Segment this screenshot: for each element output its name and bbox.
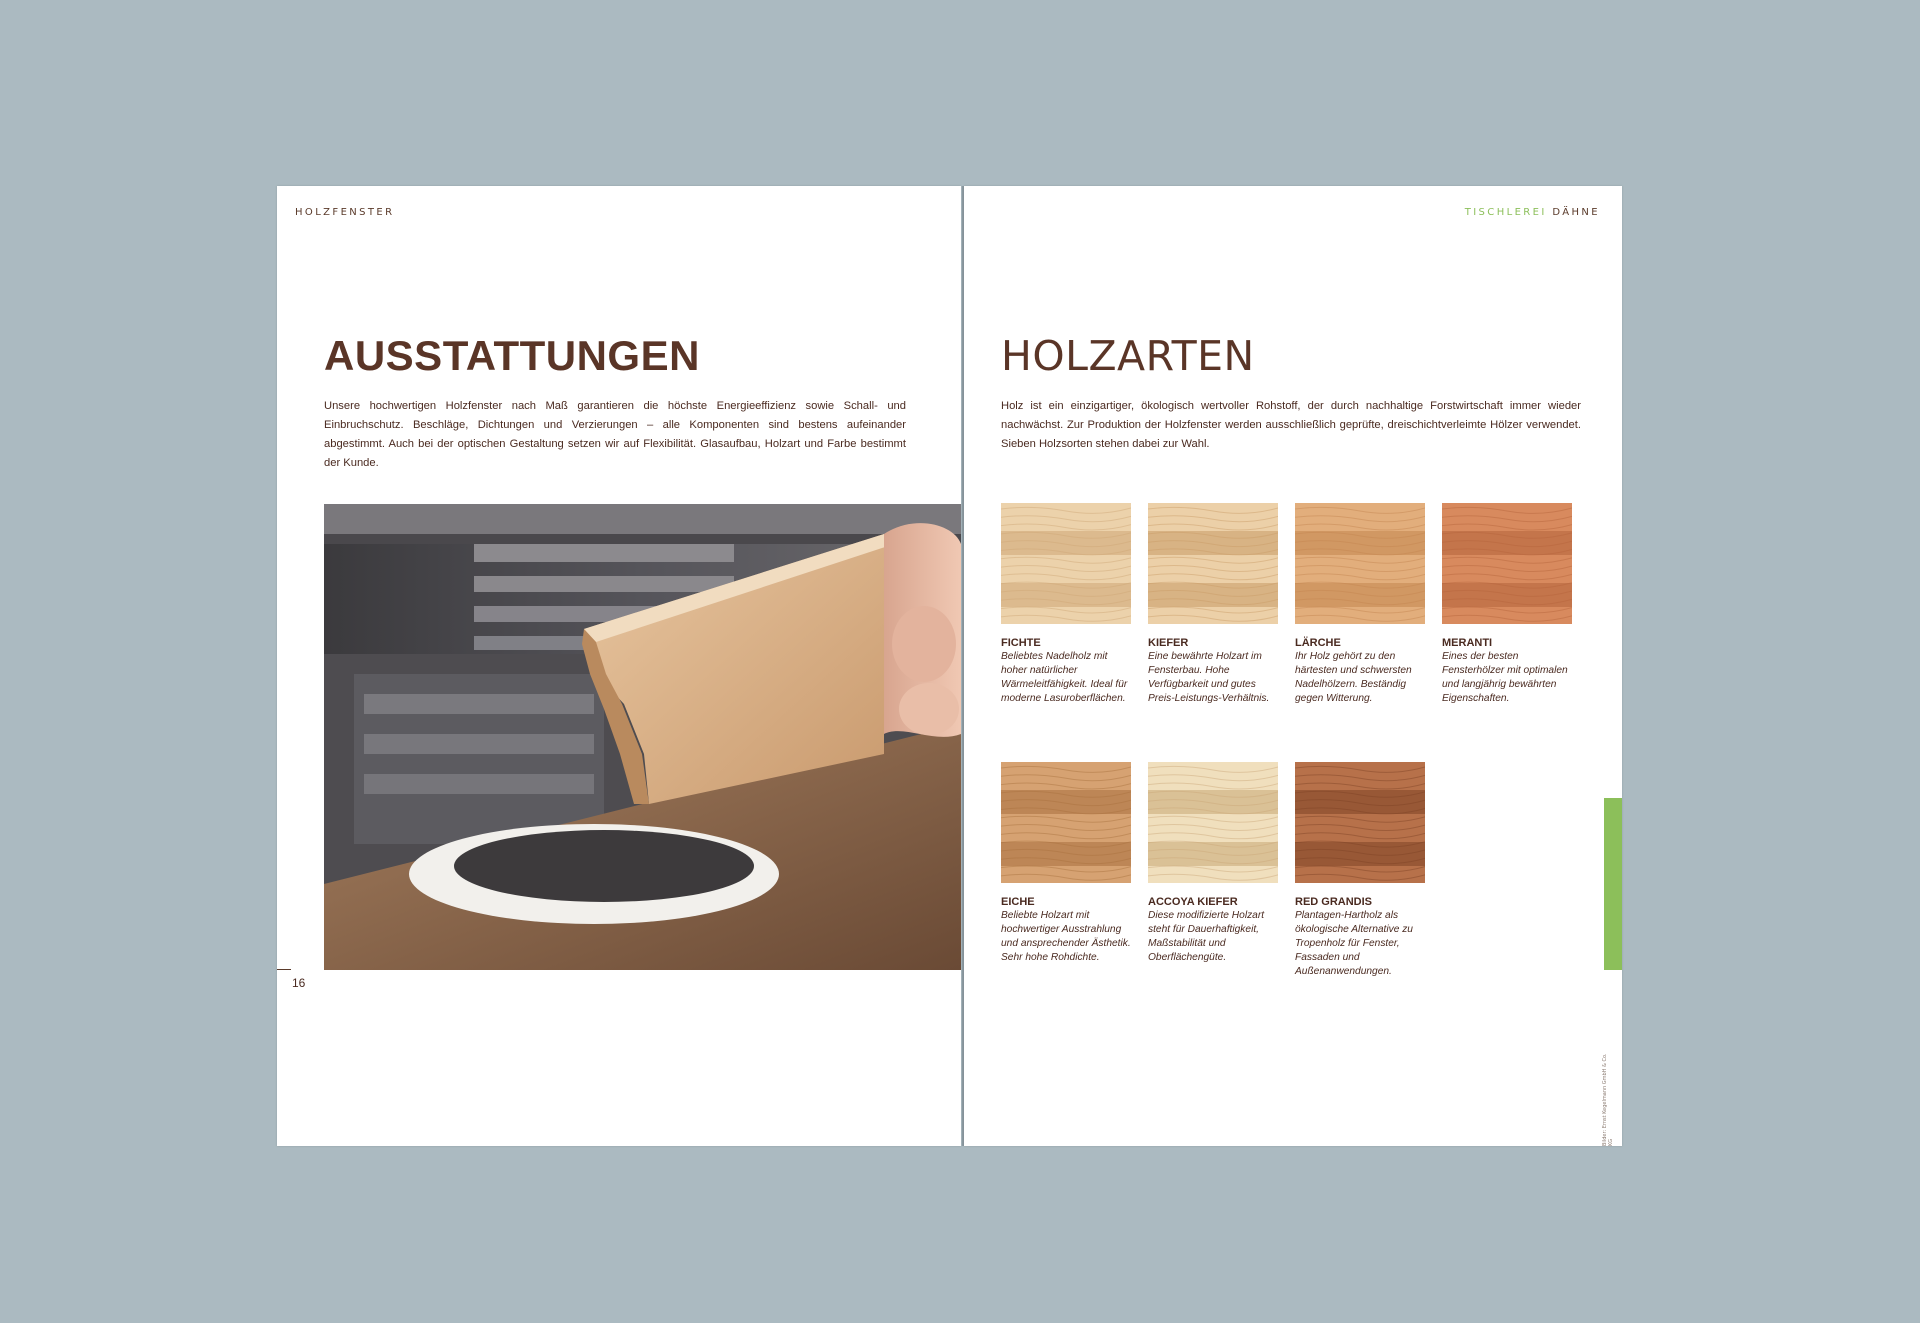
kiefer-swatch <box>1148 503 1278 624</box>
fichte-swatch <box>1001 503 1131 624</box>
photo-credit: Bilder: Ernst Kegelmann GmbH & Co. KG <box>1602 1053 1614 1146</box>
page-heading-ausstattungen: AUSSTATTUNGEN <box>324 332 700 379</box>
wood-description: Ihr Holz gehört zu den härtesten und schwersten Nadelhölzern. Beständig gegen Witterung. <box>1295 651 1412 704</box>
folio-tick <box>277 969 291 970</box>
wood-description: Beliebtes Nadelholz mit hoher natürlicher Wärmeleitfähigkeit. Ideal für moderne Lasuroberflächen. <box>1001 651 1128 704</box>
eiche-swatch <box>1001 762 1131 883</box>
wood-name: MERANTI <box>1442 637 1493 649</box>
wood-item-laerche <box>1295 503 1425 706</box>
laerche-swatch <box>1295 503 1425 624</box>
wood-item-eiche <box>1001 762 1131 965</box>
section-tab <box>1604 798 1622 970</box>
running-title-company: TISCHLEREI <box>1464 207 1547 218</box>
wood-item-fichte <box>1001 503 1131 706</box>
red-grandis-swatch <box>1295 762 1425 883</box>
running-title-left: HOLZFENSTER <box>295 207 395 218</box>
wood-name: RED GRANDIS <box>1295 896 1373 908</box>
wood-name: KIEFER <box>1148 637 1189 649</box>
wood-description: Diese modifizierte Holzart steht für Dauerhaftigkeit, Maßstabilität und Oberflächengüte. <box>1148 910 1265 963</box>
wood-description: Eines der besten Fensterhölzer mit optimalen und langjährig bewährten Eigenschaften. <box>1442 651 1568 704</box>
right-page <box>964 186 1622 1146</box>
wood-item-red-grandis <box>1295 762 1425 979</box>
running-title-owner: DÄHNE <box>1552 207 1600 218</box>
page-heading-holzarten: HOLZARTEN <box>1001 332 1255 380</box>
wood-name: EICHE <box>1001 896 1035 908</box>
wood-item-kiefer <box>1148 503 1278 706</box>
wood-name: FICHTE <box>1001 637 1041 649</box>
wood-name: ACCOYA KIEFER <box>1148 896 1238 908</box>
wood-description: Beliebte Holzart mit hochwertiger Ausstrahlung und ansprechender Ästhetik. Sehr hohe Rohdichte. <box>1001 910 1131 963</box>
intro-text-right: Holz ist ein einzigartiger, ökologisch wertvoller Rohstoff, der durch nachhaltige Forstwirtschaft immer wieder nachwächst. Zur Produktion der Holzfenster werden ausschließlich geprüfte, dreischichtverleimte Hölzer verwendet. Sieben Holzsorten stehen dabei zur Wahl. <box>1001 400 1581 450</box>
left-page <box>277 186 961 1146</box>
wood-description: Eine bewährte Holzart im Fensterbau. Hohe Verfügbarkeit und gutes Preis-Leistungs-Verhältnis. <box>1148 651 1270 704</box>
wood-item-accoya-kiefer <box>1148 762 1278 965</box>
intro-text-left: Unsere hochwertigen Holzfenster nach Maß garantieren die höchste Energieeffizienz sowie Schall- und Einbruchschutz. Beschläge, Dichtungen und Verzierungen – alle Komponenten sind bestens aufeinander abgestimmt. Auch bei der optischen Gestaltung setzen wir auf Flexibilität. Glasaufbau, Holzart und Farbe bestimmt der Kunde. <box>324 400 906 469</box>
page-number: 16 <box>292 976 306 990</box>
meranti-swatch <box>1442 503 1572 624</box>
wood-item-meranti <box>1442 503 1572 706</box>
accoya-kiefer-swatch <box>1148 762 1278 883</box>
milling-photo <box>324 504 961 970</box>
wood-description: Plantagen-Hartholz als ökologische Alternative zu Tropenholz für Fenster, Fassaden und Außenanwendungen. <box>1295 910 1413 977</box>
running-title-right <box>1465 207 1600 218</box>
wood-name: LÄRCHE <box>1295 637 1341 649</box>
